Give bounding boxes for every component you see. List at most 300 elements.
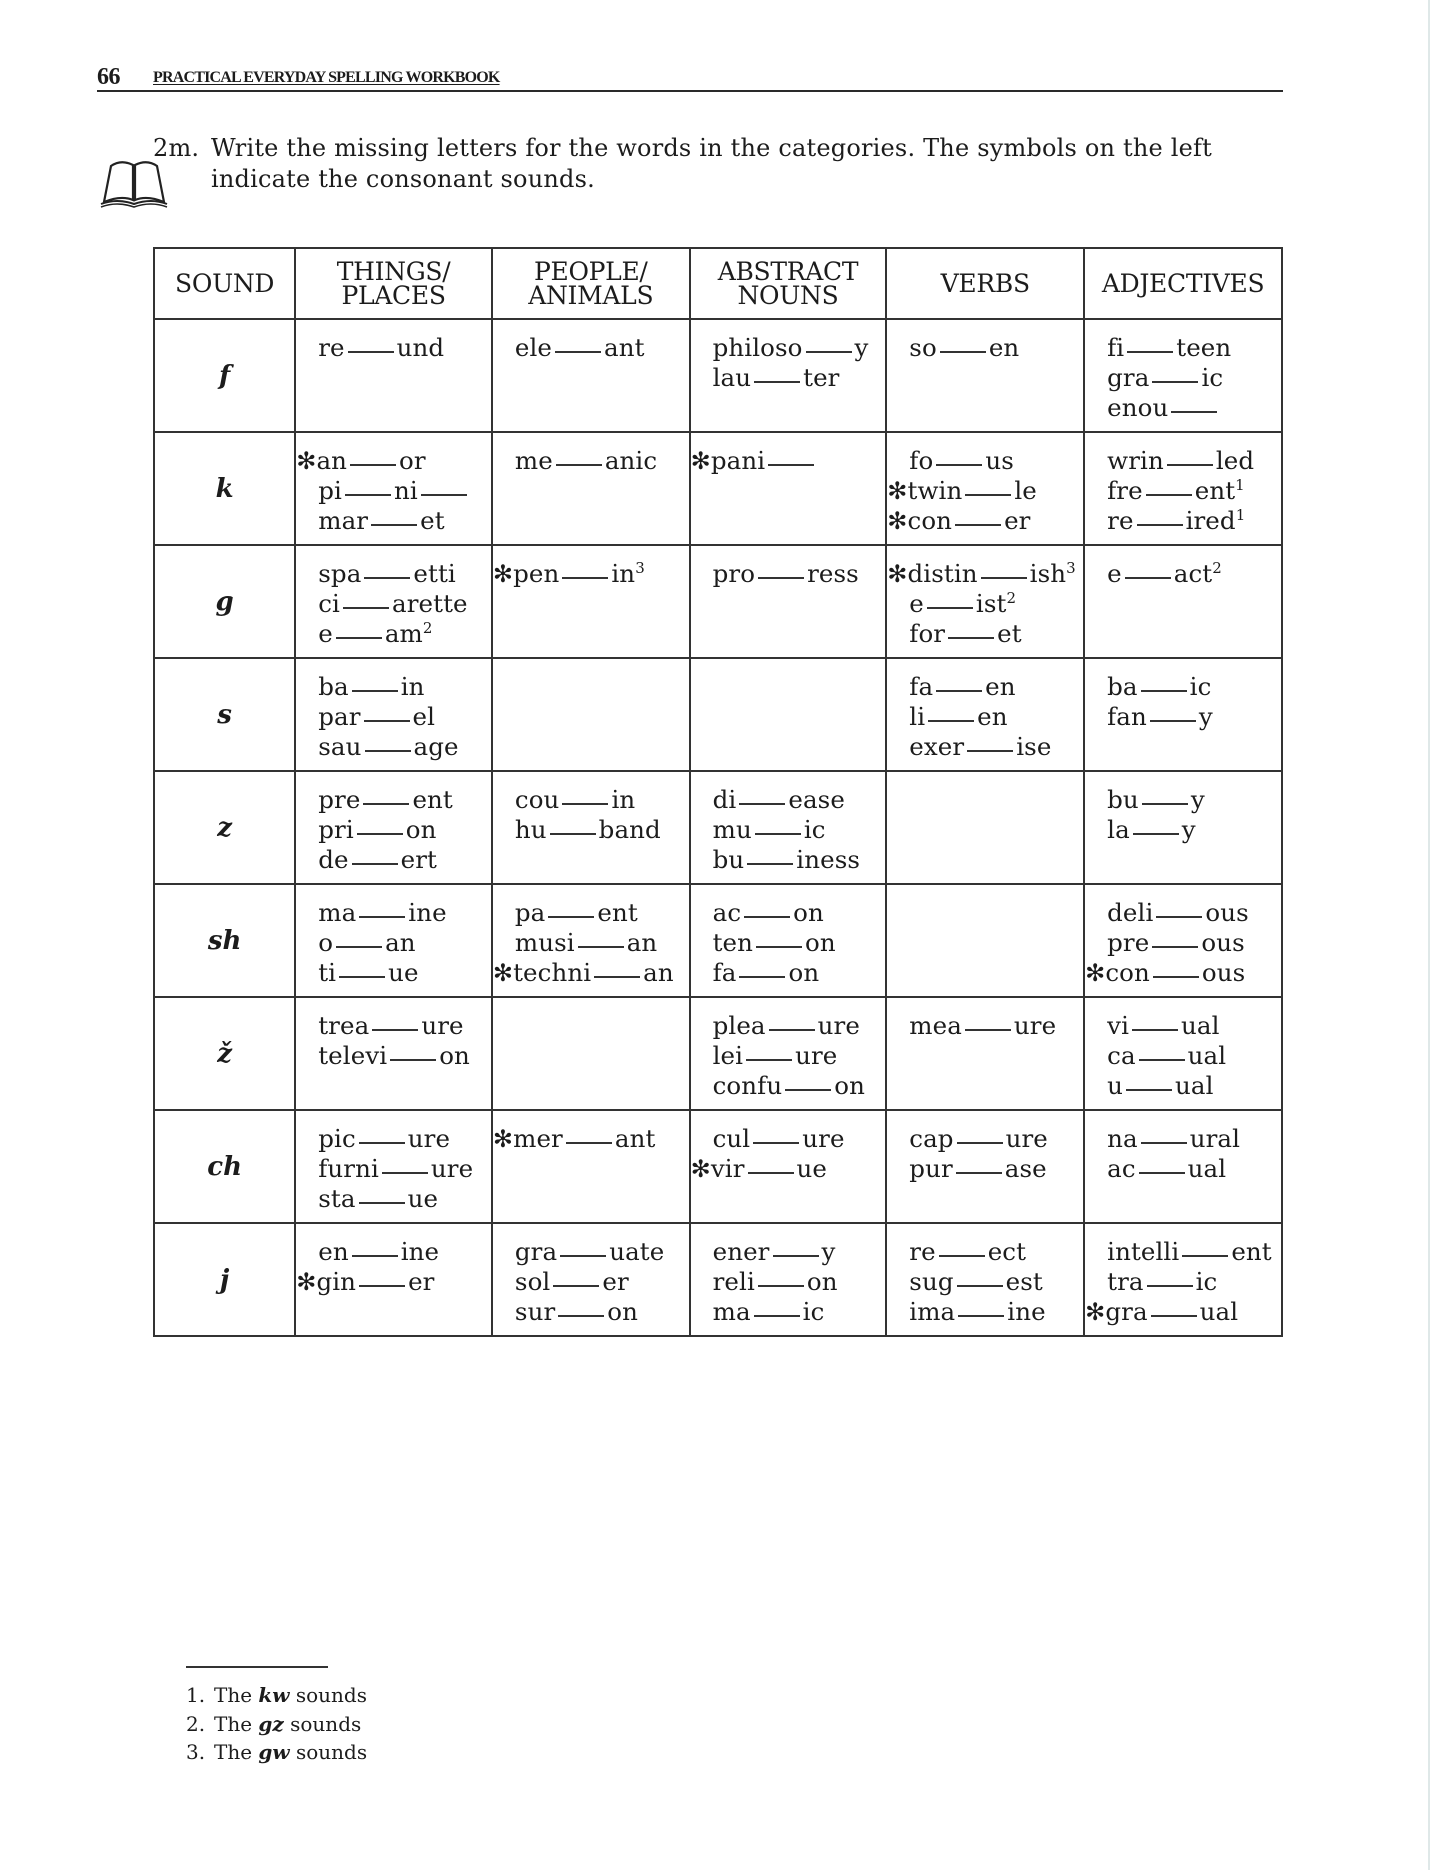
word-suffix: ic [803,815,826,844]
word-item [1107,898,1281,928]
cell-things-places [295,1223,492,1336]
word-prefix: e [909,589,924,618]
word-item [1107,363,1281,393]
cell-adjectives [1084,997,1282,1110]
missing-letters-blank[interactable] [748,1172,794,1174]
word-prefix: gra [1105,1297,1148,1326]
word-suffix: ual [1187,1041,1227,1070]
word-item [318,589,491,619]
word-prefix: ima [909,1297,956,1326]
word-item [909,619,1083,649]
footnote [186,1738,367,1767]
word-suffix: ual [1199,1297,1239,1326]
word-item [493,559,689,589]
cell-adjectives [1084,771,1282,884]
cell-things-places [295,1110,492,1223]
word-suffix: ure [1013,1011,1057,1040]
word-suffix: ue [796,1154,828,1183]
missing-letters-blank[interactable] [1141,690,1187,692]
missing-letters-blank[interactable] [550,833,596,835]
word-prefix: confu [712,1071,783,1100]
missing-letters-blank[interactable] [1127,351,1173,353]
word-item [713,333,886,363]
footnote-marker: 2 [1212,559,1222,577]
asterisk-icon: ✻ [296,447,317,475]
missing-letters-blank[interactable] [744,916,790,918]
word-prefix: ca [1107,1041,1136,1070]
column-header-line: ANIMALS [528,280,654,310]
cell-adjectives [1084,319,1282,432]
word-prefix: sau [318,732,362,761]
word-item [1107,446,1281,476]
word-item [1107,815,1281,845]
word-item [318,702,491,732]
word-suffix: et [420,506,445,535]
missing-letters-blank[interactable] [755,833,801,835]
footnote [186,1710,367,1739]
footnote-marker: 3 [1066,559,1076,577]
word-item [1085,958,1281,988]
word-prefix: spa [318,559,362,588]
word-item [318,958,491,988]
word-suffix: est [1005,1267,1043,1296]
column-header-line: ABSTRACT [717,256,859,286]
word-item [515,1297,689,1327]
cell-people-animals [492,432,690,545]
missing-letters-blank[interactable] [339,976,385,978]
missing-letters-blank[interactable] [939,1255,985,1257]
word-prefix: la [1107,815,1130,844]
word-suffix: en [988,333,1020,362]
missing-letters-blank[interactable] [957,1142,1003,1144]
missing-letters-blank[interactable] [955,524,1001,526]
cell-verbs [886,884,1084,997]
word-item [909,1267,1083,1297]
word-suffix: on [788,958,820,987]
word-item [318,1154,491,1184]
cell-things-places [295,319,492,432]
cell-people-animals [492,658,690,771]
word-item [515,928,689,958]
missing-letters-blank[interactable] [1137,524,1183,526]
missing-letters-blank[interactable] [562,803,608,805]
word-suffix: er [602,1267,629,1296]
missing-letters-blank[interactable] [558,1315,604,1317]
word-item [713,815,886,845]
word-prefix: exer [909,732,965,761]
word-suffix: an [643,958,674,987]
missing-letters-blank[interactable] [754,381,800,383]
column-header-verbs [886,248,1084,319]
missing-letters-blank[interactable] [372,1029,418,1031]
cell-adjectives [1084,1110,1282,1223]
word-suffix: teen [1176,333,1232,362]
page-number: 66 [97,64,120,90]
word-suffix: ish [1029,559,1067,588]
word-prefix: re [318,333,345,362]
sound-symbol: j [154,1223,295,1336]
word-prefix: reli [712,1267,755,1296]
missing-letters-blank[interactable] [363,803,409,805]
word-item [318,559,491,589]
word-prefix: techni [513,958,592,987]
word-suffix: ress [807,559,859,588]
footnote-text: sounds [295,1683,367,1707]
missing-letters-blank[interactable] [1152,946,1198,948]
missing-letters-blank[interactable] [350,464,396,466]
word-item [1107,1154,1281,1184]
word-prefix: fo [909,446,934,475]
word-item [713,928,886,958]
word-item [318,476,491,506]
word-suffix: er [1004,506,1031,535]
word-suffix: ue [407,1184,439,1213]
word-suffix: ic [802,1297,825,1326]
word-prefix: mea [909,1011,962,1040]
word-prefix: so [909,333,937,362]
missing-letters-blank[interactable] [359,1142,405,1144]
word-suffix: ure [795,1041,838,1070]
column-header-line: PEOPLE/ [533,256,648,286]
word-prefix: pre [1107,928,1150,957]
footnote-number: 2. [186,1711,206,1736]
missing-letters-blank[interactable] [421,494,467,496]
missing-letters-blank[interactable] [556,464,602,466]
cell-things-places [295,884,492,997]
cell-things-places [295,432,492,545]
word-prefix: mar [318,506,369,535]
missing-letters-blank[interactable] [753,1142,799,1144]
table-row [154,1110,1282,1223]
table-row [154,1223,1282,1336]
word-prefix: for [909,619,946,648]
asterisk-icon: ✻ [492,959,514,987]
word-item [296,446,491,476]
word-suffix: in [611,785,636,814]
word-suffix: ert [400,845,437,874]
word-item [909,1297,1083,1327]
missing-letters-blank[interactable] [1150,720,1196,722]
missing-letters-blank[interactable] [365,750,411,752]
word-prefix: par [318,702,361,731]
exercise-instructions [153,133,1283,195]
word-prefix: trea [318,1011,370,1040]
missing-letters-blank[interactable] [348,351,394,353]
word-item [713,363,886,393]
word-suffix: ent [1194,476,1236,505]
missing-letters-blank[interactable] [1146,494,1192,496]
word-item [515,1237,689,1267]
page-edge-shadow [1428,0,1430,1870]
word-suffix: ual [1181,1011,1220,1040]
cell-people-animals [492,884,690,997]
missing-letters-blank[interactable] [928,720,974,722]
missing-letters-blank[interactable] [352,863,398,865]
word-prefix: ener [712,1237,770,1266]
word-prefix: lau [712,363,752,392]
missing-letters-blank[interactable] [756,946,802,948]
cell-verbs [886,432,1084,545]
column-header-line: PLACES [341,280,446,310]
cell-adjectives [1084,884,1282,997]
missing-letters-blank[interactable] [371,524,417,526]
missing-letters-blank[interactable] [1133,833,1179,835]
missing-letters-blank[interactable] [560,1255,606,1257]
word-item [1107,333,1281,363]
word-prefix: ti [318,958,337,987]
missing-letters-blank[interactable] [553,1285,599,1287]
word-prefix: sol [514,1267,551,1296]
cell-abstract-nouns [690,545,887,658]
missing-letters-blank[interactable] [1125,577,1171,579]
word-suffix: et [997,619,1022,648]
missing-letters-blank[interactable] [578,946,624,948]
missing-letters-blank[interactable] [1156,916,1202,918]
word-prefix: hu [514,815,547,844]
missing-letters-blank[interactable] [754,1315,800,1317]
word-suffix: on [806,1267,838,1296]
missing-letters-blank[interactable] [958,1315,1004,1317]
missing-letters-blank[interactable] [382,1172,428,1174]
word-suffix: ue [388,958,419,987]
footnotes [186,1681,367,1767]
asterisk-icon: ✻ [1085,1298,1106,1326]
missing-letters-blank[interactable] [390,1059,436,1061]
missing-letters-blank[interactable] [965,1029,1011,1031]
missing-letters-blank[interactable] [1153,976,1199,978]
column-header-things-places [295,248,492,319]
missing-letters-blank[interactable] [1182,1255,1228,1257]
word-suffix: le [1014,476,1037,505]
word-item [909,732,1083,762]
word-suffix: ic [1195,1267,1218,1296]
word-prefix: li [909,702,926,731]
missing-letters-blank[interactable] [1167,464,1213,466]
missing-letters-blank[interactable] [359,1285,405,1287]
missing-letters-blank[interactable] [1151,1315,1197,1317]
cell-abstract-nouns [690,884,887,997]
word-item [1107,785,1281,815]
table-row [154,432,1282,545]
word-suffix: led [1215,446,1255,475]
word-suffix: etti [413,559,456,588]
word-suffix: ure [802,1124,845,1153]
word-suffix: y [854,333,869,362]
cell-abstract-nouns [690,319,887,432]
column-header-people-animals [492,248,690,319]
word-item [493,1124,689,1154]
asterisk-icon: ✻ [492,560,514,588]
missing-letters-blank[interactable] [594,976,640,978]
word-suffix: ant [614,1124,656,1153]
missing-letters-blank[interactable] [345,494,391,496]
missing-letters-blank[interactable] [785,1089,831,1091]
footnote-marker: 1 [1235,476,1245,494]
missing-letters-blank[interactable] [1142,803,1188,805]
word-prefix: deli [1107,898,1154,927]
running-header [97,64,1283,92]
table-header-row [154,248,1282,319]
missing-letters-blank[interactable] [981,577,1027,579]
missing-letters-blank[interactable] [758,577,804,579]
missing-letters-blank[interactable] [940,351,986,353]
missing-letters-blank[interactable] [1139,1172,1185,1174]
word-suffix: ure [817,1011,860,1040]
missing-letters-blank[interactable] [956,1172,1002,1174]
word-prefix: ba [318,672,349,701]
word-item [909,589,1083,619]
cell-people-animals [492,997,690,1110]
missing-letters-blank[interactable] [364,577,410,579]
word-suffix: ent [412,785,453,814]
word-suffix: ired [1185,506,1236,535]
word-item [713,845,886,875]
footnote-text: sounds [295,1740,368,1764]
word-item [887,559,1083,589]
word-suffix: iness [796,845,861,874]
word-prefix: philoso [712,333,803,362]
word-prefix: vir [710,1154,745,1183]
word-suffix: ect [987,1237,1027,1266]
exercise-number: 2m. [153,134,200,162]
word-prefix: pro [712,559,756,588]
word-prefix: ac [712,898,742,927]
cell-verbs [886,545,1084,658]
missing-letters-blank[interactable] [566,1142,612,1144]
missing-letters-blank[interactable] [965,494,1011,496]
word-item [515,785,689,815]
footnote-marker: 2 [422,619,433,637]
word-suffix: an [626,928,658,957]
missing-letters-blank[interactable] [357,833,403,835]
word-item [318,732,491,762]
missing-letters-blank[interactable] [948,637,994,639]
missing-letters-blank[interactable] [1171,411,1217,413]
missing-letters-blank[interactable] [359,916,405,918]
word-prefix: e [1107,559,1122,588]
word-item [909,1154,1083,1184]
word-item [1107,1011,1281,1041]
missing-letters-blank[interactable] [746,1059,792,1061]
footnote-marker: 3 [635,559,645,577]
missing-letters-blank[interactable] [967,750,1013,752]
missing-letters-blank[interactable] [739,803,785,805]
table-row [154,545,1282,658]
missing-letters-blank[interactable] [548,916,594,918]
column-header-line: VERBS [940,268,1030,298]
cell-verbs [886,1223,1084,1336]
missing-letters-blank[interactable] [806,351,852,353]
footnote-text: The [214,1740,253,1764]
missing-letters-blank[interactable] [562,577,608,579]
missing-letters-blank[interactable] [352,690,398,692]
word-item [909,1124,1083,1154]
asterisk-icon: ✻ [1085,959,1106,987]
word-item [318,928,491,958]
word-suffix: ise [1016,732,1052,761]
word-suffix: ous [1201,928,1245,957]
word-prefix: furni [318,1154,379,1183]
missing-letters-blank[interactable] [336,946,382,948]
word-prefix: na [1107,1124,1138,1153]
word-suffix: on [793,898,824,927]
word-prefix: enou [1107,393,1169,422]
missing-letters-blank[interactable] [1152,381,1198,383]
word-suffix: ure [1005,1124,1048,1153]
missing-letters-blank[interactable] [769,1029,815,1031]
missing-letters-blank[interactable] [957,1285,1003,1287]
cell-adjectives [1084,658,1282,771]
missing-letters-blank[interactable] [1141,1142,1187,1144]
word-prefix: wrin [1107,446,1164,475]
missing-letters-blank[interactable] [936,464,982,466]
column-header-adjectives [1084,248,1282,319]
word-prefix: mer [513,1124,563,1153]
sound-symbol: f [154,319,295,432]
word-suffix: und [396,333,445,362]
word-prefix: ele [514,333,553,362]
cell-abstract-nouns [690,658,887,771]
missing-letters-blank[interactable] [336,637,382,639]
word-item [713,1011,886,1041]
word-item [515,815,689,845]
table-row [154,884,1282,997]
missing-letters-blank[interactable] [343,607,389,609]
missing-letters-blank[interactable] [773,1255,819,1257]
word-item [1107,1124,1281,1154]
missing-letters-blank[interactable] [352,1255,398,1257]
word-item [713,1041,886,1071]
instruction-line-2: indicate the consonant sounds. [211,165,595,193]
missing-letters-blank[interactable] [768,464,814,466]
missing-letters-blank[interactable] [1139,1059,1185,1061]
word-item [318,506,491,536]
missing-letters-blank[interactable] [364,720,410,722]
missing-letters-blank[interactable] [1126,1089,1172,1091]
word-suffix: ous [1201,958,1246,987]
column-header-sound [154,248,295,319]
missing-letters-blank[interactable] [739,976,785,978]
word-suffix: er [408,1267,435,1296]
word-item [296,1267,491,1297]
missing-letters-blank[interactable] [758,1285,804,1287]
word-prefix: mu [712,815,752,844]
word-suffix: ine [1007,1297,1046,1326]
missing-letters-blank[interactable] [747,863,793,865]
word-item [713,559,886,589]
missing-letters-blank[interactable] [1132,1029,1178,1031]
word-suffix: ine [400,1237,440,1266]
missing-letters-blank[interactable] [1147,1285,1193,1287]
asterisk-icon: ✻ [296,1268,317,1296]
word-prefix: fi [1107,333,1125,362]
word-prefix: twin [907,476,963,505]
missing-letters-blank[interactable] [936,690,982,692]
word-item [318,1184,491,1214]
word-prefix: bu [1107,785,1139,814]
missing-letters-blank[interactable] [927,607,973,609]
sound-symbol: s [154,658,295,771]
word-item [1107,1267,1281,1297]
word-suffix: ure [407,1124,451,1153]
word-item [713,958,886,988]
missing-letters-blank[interactable] [359,1202,405,1204]
cell-verbs [886,771,1084,884]
word-prefix: gra [514,1237,558,1266]
cell-abstract-nouns [690,997,887,1110]
asterisk-icon: ✻ [690,1155,711,1183]
missing-letters-blank[interactable] [555,351,601,353]
